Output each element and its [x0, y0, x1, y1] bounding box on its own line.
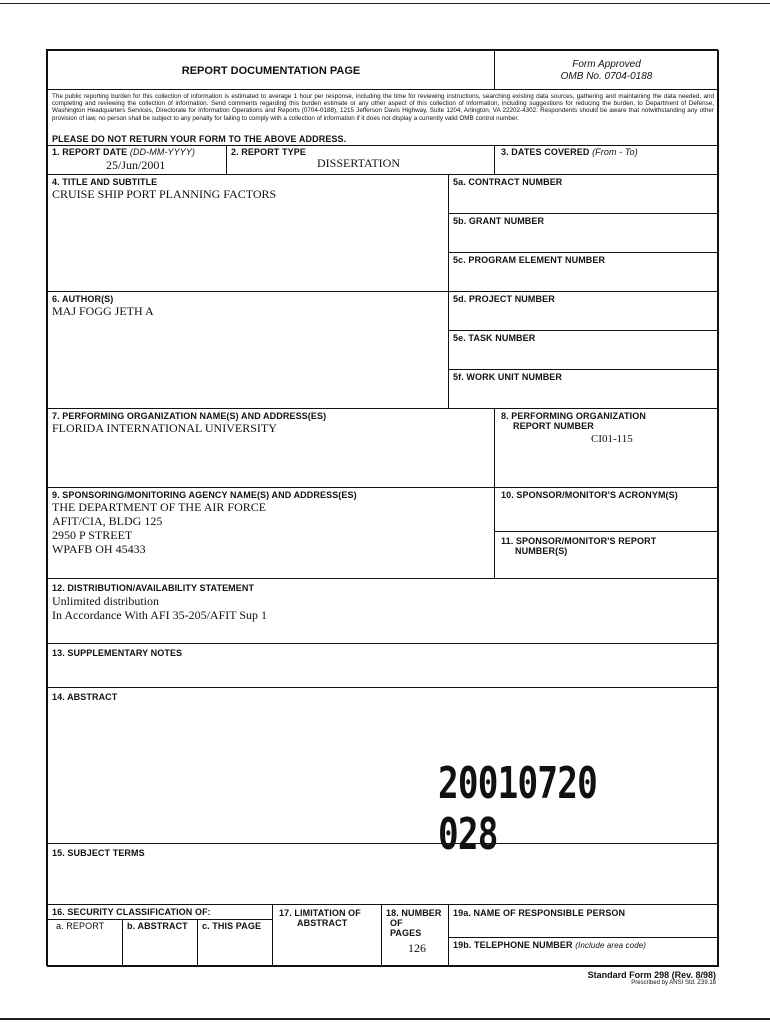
sponsor-line-1: THE DEPARTMENT OF THE AIR FORCE — [52, 500, 267, 514]
form-approved-line: Form Approved — [572, 59, 641, 70]
grant-number-cell — [448, 213, 719, 253]
sponsor-report-cell — [494, 531, 719, 579]
prescribed-by: Prescribed by ANSI Std. Z39.18 — [631, 980, 716, 987]
contract-number-cell — [448, 174, 719, 214]
title-cell — [47, 174, 449, 292]
authors-cell — [47, 291, 449, 409]
form-title-cell — [47, 50, 495, 90]
subject-terms-label: 15. SUBJECT TERMS — [52, 848, 145, 858]
authors-value: MAJ FOGG JETH A — [52, 304, 154, 318]
sponsor-line-4: WPAFB OH 45433 — [52, 542, 146, 556]
limitation-label-2: ABSTRACT — [297, 918, 348, 928]
burden-statement: The public reporting burden for this collection of information is estimated to average 1 hour per response, including the time for reviewing instructions, searching existing data sources, gathering and maintaining the data needed, and completing and reviewing the collection of information. Send comments regarding this burden estimate or any other aspect of this collection of information, including suggestions for reducing the burden, to Department of Defense, Washington Headquarters Services, Directorate for Information Operations and Reports (0704-0188), 1215 Jefferson Davis Highway, Suite 1204, Arlington, VA 22202-4302. Respondents should be aware that notwithstanding any other provision of law, no person shall be subject to any penalty for failing to comply with a collection of information if it does not display a currently valid OMB control number. — [52, 93, 714, 122]
report-date-label: 1. REPORT DATE — [52, 147, 128, 157]
performing-report-cell — [494, 408, 719, 488]
abstract-label: 14. ABSTRACT — [52, 692, 118, 702]
project-number-label: 5d. PROJECT NUMBER — [453, 294, 555, 304]
supplementary-notes-cell — [47, 643, 719, 688]
security-report-label: a. REPORT — [56, 921, 105, 931]
security-classification-cell — [47, 904, 273, 920]
title-value: CRUISE SHIP PORT PLANNING FACTORS — [52, 187, 277, 201]
dates-covered-cell — [494, 145, 719, 175]
performing-org-label: 7. PERFORMING ORGANIZATION NAME(S) AND ADDRESS(ES) — [52, 411, 327, 421]
dates-covered-label: 3. DATES COVERED — [501, 147, 590, 157]
telephone-cell — [448, 937, 719, 967]
report-date-hint: (DD-MM-YYYY) — [129, 147, 196, 157]
performing-org-value: FLORIDA INTERNATIONAL UNIVERSITY — [52, 421, 277, 435]
sponsor-line-3: 2950 P STREET — [52, 528, 133, 542]
responsible-person-label: 19a. NAME OF RESPONSIBLE PERSON — [453, 908, 626, 918]
performing-report-label-2: REPORT NUMBER — [513, 421, 594, 431]
telephone-label: 19b. TELEPHONE NUMBER — [453, 940, 573, 950]
return-notice: PLEASE DO NOT RETURN YOUR FORM TO THE ABOVE ADDRESS. — [52, 134, 347, 144]
supplementary-notes-label: 13. SUPPLEMENTARY NOTES — [52, 648, 183, 658]
accession-stamp: 20010720 028 — [438, 758, 598, 860]
telephone-header — [453, 941, 646, 951]
distribution-label: 12. DISTRIBUTION/AVAILABILITY STATEMENT — [52, 583, 255, 593]
subject-terms-cell — [47, 843, 719, 905]
performing-report-label-1: 8. PERFORMING ORGANIZATION — [501, 411, 646, 421]
sponsor-label: 9. SPONSORING/MONITORING AGENCY NAME(S) AND ADDRESS(ES) — [52, 490, 357, 500]
standard-form-note — [588, 970, 716, 987]
pages-label-2: OF — [390, 918, 403, 928]
bottom-rule — [0, 1018, 770, 1020]
program-element-cell — [448, 252, 719, 292]
sponsor-report-label-1: 11. SPONSOR/MONITOR'S REPORT — [501, 536, 657, 546]
dates-covered-header — [501, 148, 638, 158]
pages-label-3: PAGES — [390, 928, 422, 938]
task-number-cell — [448, 330, 719, 370]
distribution-line-1: Unlimited distribution — [52, 594, 159, 608]
task-number-label: 5e. TASK NUMBER — [453, 333, 536, 343]
work-unit-label: 5f. WORK UNIT NUMBER — [453, 372, 562, 382]
telephone-hint: (Include area code) — [575, 941, 647, 950]
report-type-value: DISSERTATION — [317, 156, 400, 170]
title-label: 4. TITLE AND SUBTITLE — [52, 177, 158, 187]
pages-value: 126 — [408, 941, 426, 955]
omb-approval-cell — [494, 50, 719, 90]
authors-label: 6. AUTHOR(S) — [52, 294, 114, 304]
contract-number-label: 5a. CONTRACT NUMBER — [453, 177, 563, 187]
grant-number-label: 5b. GRANT NUMBER — [453, 216, 545, 226]
responsible-person-cell — [448, 904, 719, 938]
sponsor-acronym-label: 10. SPONSOR/MONITOR'S ACRONYM(S) — [501, 490, 678, 500]
sponsor-report-label-2: NUMBER(S) — [515, 546, 568, 556]
form-title: REPORT DOCUMENTATION PAGE — [181, 65, 361, 77]
security-this-page-label: c. THIS PAGE — [202, 921, 262, 931]
work-unit-cell — [448, 369, 719, 409]
report-type-cell — [226, 145, 495, 175]
sponsor-acronym-cell — [494, 487, 719, 532]
standard-form-number: Standard Form 298 (Rev. 8/98) — [587, 970, 716, 980]
report-date-value: 25/Jun/2001 — [106, 158, 166, 172]
security-abstract-cell — [122, 919, 198, 967]
omb-number-line: OMB No. 0704-0188 — [560, 71, 653, 82]
distribution-line-2: In Accordance With AFI 35-205/AFIT Sup 1 — [52, 608, 268, 622]
dates-covered-hint: (From - To) — [592, 147, 638, 157]
report-documentation-form — [46, 49, 718, 966]
project-number-cell — [448, 291, 719, 331]
pages-label-1: 18. NUMBER — [386, 908, 442, 918]
security-classification-label: 16. SECURITY CLASSIFICATION OF: — [52, 907, 211, 917]
report-type-label: 2. REPORT TYPE — [231, 147, 306, 157]
performing-org-cell — [47, 408, 495, 488]
limitation-cell — [272, 904, 382, 967]
sponsor-line-2: AFIT/CIA, BLDG 125 — [52, 514, 163, 528]
distribution-cell — [47, 578, 719, 644]
number-of-pages-cell — [381, 904, 449, 967]
report-date-header — [52, 148, 195, 158]
security-this-page-cell — [197, 919, 273, 967]
top-rule — [0, 3, 770, 4]
performing-report-value: CI01-115 — [591, 433, 633, 445]
report-date-cell — [47, 145, 227, 175]
sponsor-cell — [47, 487, 495, 579]
limitation-label-1: 17. LIMITATION OF — [279, 908, 361, 918]
program-element-label: 5c. PROGRAM ELEMENT NUMBER — [453, 255, 606, 265]
burden-statement-cell — [47, 89, 719, 146]
security-abstract-label: b. ABSTRACT — [127, 921, 188, 931]
security-report-cell — [47, 919, 123, 967]
